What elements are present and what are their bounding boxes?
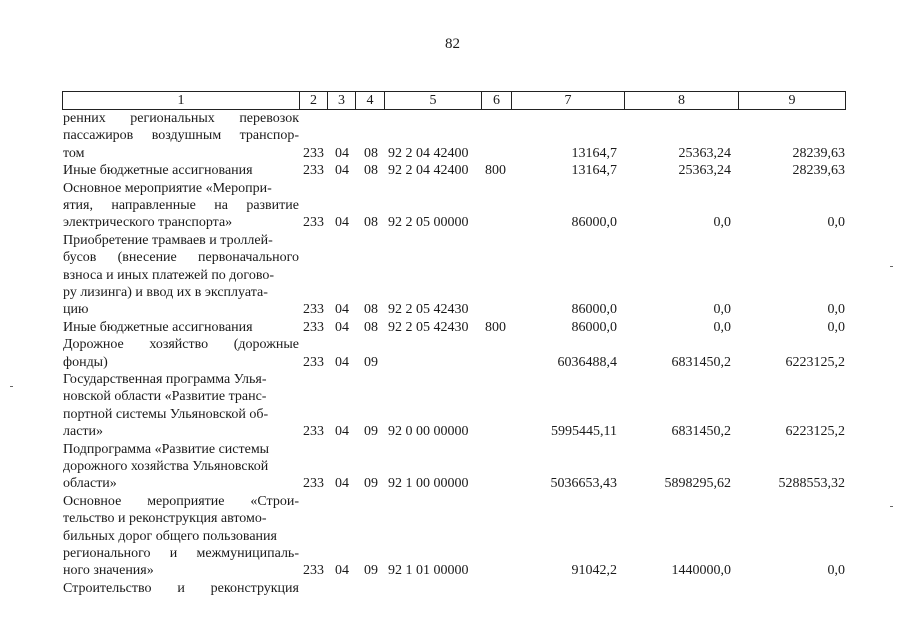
description-word: пассажиров [63, 128, 134, 144]
row-description-line [63, 127, 299, 144]
description-word: Приобретение трамваев и троллей- [63, 232, 273, 248]
cell-c6: 800 [485, 163, 506, 179]
description-word: воздушным [151, 128, 222, 144]
cell-c3: 04 [335, 354, 349, 370]
cell-c5: 92 1 01 00000 [388, 563, 469, 579]
description-word: бусов [63, 250, 97, 266]
cell-c7: 6036488,4 [557, 354, 617, 370]
cell-c2: 233 [303, 354, 324, 370]
cell-c3: 04 [335, 163, 349, 179]
description-word: развитие [246, 197, 299, 213]
row-description-line [63, 249, 299, 266]
description-word: региональных [130, 111, 215, 126]
row-description-line [63, 528, 299, 545]
cell-c7: 91042,2 [571, 563, 617, 579]
description-word: на [214, 197, 228, 213]
description-word: транспор- [239, 128, 299, 144]
scan-mark [10, 386, 13, 387]
row-description-line [63, 562, 299, 579]
row-description-line [63, 458, 299, 475]
cell-c8: 5898295,62 [664, 476, 731, 492]
description-word: новской области «Развитие транс- [63, 389, 267, 405]
cell-c8: 0,0 [713, 302, 731, 318]
description-word: первоначального [197, 250, 299, 266]
row-description-line [63, 580, 299, 597]
cell-c9: 0,0 [827, 319, 845, 335]
cell-c8: 25363,24 [678, 163, 731, 179]
cell-c7: 86000,0 [571, 319, 617, 335]
cell-c5: 92 2 05 00000 [388, 215, 469, 231]
cell-c9: 28239,63 [792, 145, 845, 161]
scan-mark [890, 506, 893, 507]
row-description-line [63, 354, 299, 371]
description-word: электрического транспорта» [63, 215, 233, 231]
row-description-line [63, 319, 299, 336]
cell-c8: 1440000,0 [671, 563, 731, 579]
description-word: области» [63, 476, 117, 492]
cell-c6: 800 [485, 319, 506, 335]
cell-c8: 0,0 [713, 215, 731, 231]
description-word: Иные бюджетные ассигнования [63, 163, 253, 179]
description-word: ного значения» [63, 563, 154, 579]
row-description-line [63, 180, 299, 197]
cell-c2: 233 [303, 563, 324, 579]
scan-mark [890, 266, 893, 267]
row-description-line [63, 301, 299, 318]
row-description-line [63, 441, 299, 458]
description-word: перевозок [239, 111, 299, 126]
description-word: цию [63, 302, 89, 318]
header-col-1: 1 [63, 92, 300, 109]
row-description-line [63, 388, 299, 405]
cell-c2: 233 [303, 319, 324, 335]
cell-c4: 09 [364, 354, 378, 370]
description-word: том [63, 145, 85, 161]
cell-c8: 0,0 [713, 319, 731, 335]
cell-c3: 04 [335, 424, 349, 440]
row-description-line [63, 214, 299, 231]
cell-c9: 5288553,32 [778, 476, 845, 492]
cell-c2: 233 [303, 424, 324, 440]
cell-c7: 13164,7 [571, 145, 617, 161]
row-description-line [63, 267, 299, 284]
cell-c7: 5036653,43 [550, 476, 617, 492]
cell-c4: 08 [364, 163, 378, 179]
header-col-9: 9 [788, 93, 796, 108]
description-word: ласти» [63, 424, 104, 440]
description-word: бильных дорог общего пользования [63, 528, 277, 544]
row-description-line [63, 336, 299, 353]
description-word: направленные [111, 197, 196, 213]
row-description-line [63, 197, 299, 214]
cell-c9: 6223125,2 [785, 354, 845, 370]
description-word: Государственная программа Улья- [63, 372, 267, 387]
description-word: фонды) [63, 354, 108, 370]
cell-c8: 6831450,2 [671, 354, 731, 370]
header-col-7: 7 [512, 92, 625, 109]
cell-c5: 92 1 00 00000 [388, 476, 469, 492]
cell-c2: 233 [303, 476, 324, 492]
cell-c5: 92 2 04 42400 [388, 145, 469, 161]
cell-c5: 92 2 05 42430 [388, 319, 469, 335]
description-word: ру лизинга) и ввод их в эксплуата- [63, 284, 268, 300]
description-word: Подпрограмма «Развитие системы [63, 441, 270, 457]
description-word: (внесение [117, 250, 177, 266]
row-description-line [63, 475, 299, 492]
cell-c2: 233 [303, 145, 324, 161]
row-description-line [63, 406, 299, 423]
cell-c9: 0,0 [827, 302, 845, 318]
description-word: (дорожные [233, 337, 299, 353]
row-description-line [63, 145, 299, 162]
header-col-5: 5 [385, 92, 482, 109]
description-word: Основное мероприятие «Меропри- [63, 180, 272, 196]
description-word: регионального [63, 545, 151, 561]
description-word: Иные бюджетные ассигнования [63, 319, 253, 335]
description-word: ренних [63, 111, 106, 126]
description-word: реконструкция [210, 580, 299, 596]
header-col-3: 3 [328, 92, 356, 109]
header-col-4: 4 [356, 92, 385, 109]
header-col-8: 8 [625, 92, 739, 109]
cell-c3: 04 [335, 476, 349, 492]
cell-c5: 92 2 04 42400 [388, 163, 469, 179]
description-word: Строительство [63, 580, 152, 596]
description-word: межмуниципаль- [196, 545, 299, 561]
description-word: взноса и иных платежей по догово- [63, 267, 275, 283]
cell-c8: 25363,24 [678, 145, 731, 161]
header-col-2: 2 [300, 92, 328, 109]
cell-c2: 233 [303, 163, 324, 179]
description-word: и [169, 545, 178, 561]
row-description-line [63, 110, 299, 127]
cell-c2: 233 [303, 215, 324, 231]
cell-c4: 08 [364, 145, 378, 161]
cell-c4: 09 [364, 563, 378, 579]
row-description-line [63, 510, 299, 527]
cell-c7: 86000,0 [571, 302, 617, 318]
cell-c3: 04 [335, 319, 349, 335]
cell-c9: 0,0 [827, 563, 845, 579]
row-description-line [63, 371, 299, 388]
cell-c5: 92 0 00 00000 [388, 424, 469, 440]
cell-c4: 08 [364, 302, 378, 318]
cell-c4: 08 [364, 319, 378, 335]
description-word: хозяйство [149, 337, 209, 353]
header-col-6: 6 [482, 92, 512, 109]
cell-c7: 13164,7 [571, 163, 617, 179]
row-description-line [63, 545, 299, 562]
row-description-line [63, 232, 299, 249]
row-description-line [63, 162, 299, 179]
cell-c9: 28239,63 [792, 163, 845, 179]
cell-c3: 04 [335, 563, 349, 579]
description-word: дорожного хозяйства Ульяновской [63, 458, 269, 474]
cell-c4: 08 [364, 215, 378, 231]
cell-c3: 04 [335, 215, 349, 231]
description-word: портной системы Ульяновской об- [63, 406, 269, 422]
row-description-line [63, 284, 299, 301]
cell-c4: 09 [364, 476, 378, 492]
description-word: Основное [63, 493, 122, 509]
description-word: тельство и реконструкция автомо- [63, 511, 267, 527]
table-header [62, 91, 846, 110]
row-description-line [63, 493, 299, 510]
row-description-line [63, 423, 299, 440]
page-number: 82 [445, 36, 460, 52]
description-word: ятия, [63, 197, 93, 213]
description-word: и [177, 580, 185, 596]
cell-c3: 04 [335, 145, 349, 161]
cell-c4: 09 [364, 424, 378, 440]
cell-c7: 5995445,11 [551, 424, 617, 440]
cell-c9: 0,0 [827, 215, 845, 231]
cell-c3: 04 [335, 302, 349, 318]
description-word: мероприятие [147, 493, 225, 509]
cell-c7: 86000,0 [571, 215, 617, 231]
cell-c8: 6831450,2 [671, 424, 731, 440]
cell-c5: 92 2 05 42430 [388, 302, 469, 318]
description-word: «Строи- [250, 493, 299, 509]
description-word: Дорожное [63, 337, 124, 353]
cell-c2: 233 [303, 302, 324, 318]
cell-c9: 6223125,2 [785, 424, 845, 440]
